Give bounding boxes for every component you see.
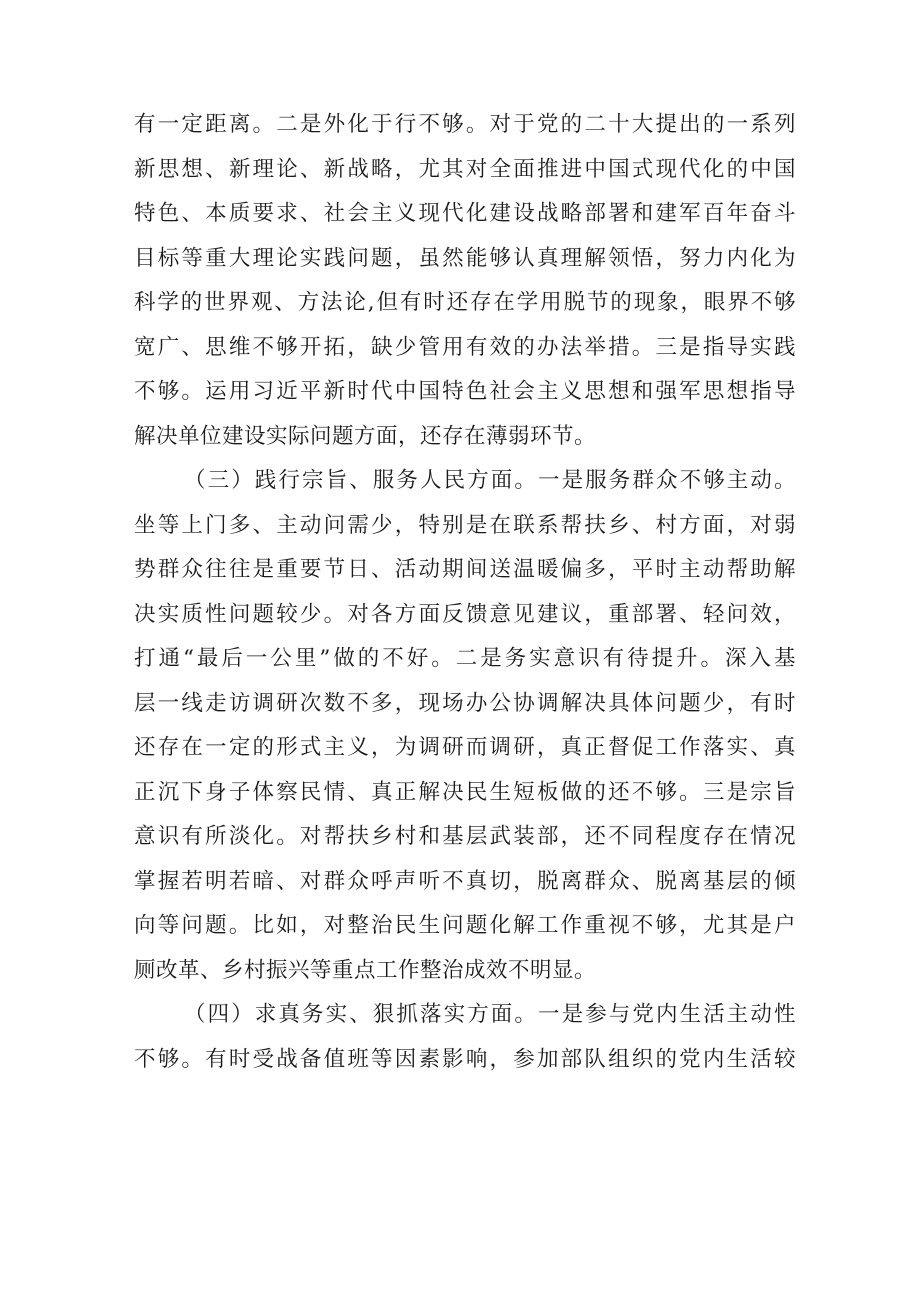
text-line: 宽广、思维不够开拓，缺少管用有效的办法举措。三是指导实践: [134, 334, 796, 360]
text-line: 有一定距离。二是外化于行不够。对于党的二十大提出的一系列: [134, 112, 796, 137]
text-line: 科学的世界观、方法论,但有时还存在学用脱节的现象，眼界不够: [134, 290, 796, 315]
text-line: 意识有所淡化。对帮扶乡村和基层武装部，还不同程度存在情况: [134, 824, 796, 849]
text-line: 势群众往往是重要节日、活动期间送温暖偏多，平时主动帮助解: [134, 557, 796, 582]
text-line: （四）求真务实、狠抓落实方面。一是参与党内生活主动性: [184, 1002, 796, 1027]
text-line: 层一线走访调研次数不多，现场办公协调解决具体问题少，有时: [134, 690, 796, 716]
text-line: 还存在一定的形式主义，为调研而调研，真正督促工作落实、真: [134, 735, 796, 760]
text-line: 坐等上门多、主动问需少，特别是在联系帮扶乡、村方面，对弱: [134, 512, 796, 538]
text-line: 向等问题。比如，对整治民生问题化解工作重视不够，尤其是户: [134, 913, 796, 938]
text-line: 正沉下身子体察民情、真正解决民生短板做的还不够。三是宗旨: [134, 779, 796, 805]
text-line: 掌握若明若暗、对群众呼声听不真切，脱离群众、脱离基层的倾: [134, 868, 796, 894]
text-line: 目标等重大理论实践问题，虽然能够认真理解领悟，努力内化为: [134, 245, 796, 271]
text-line: 解决单位建设实际问题方面，还存在薄弱环节。: [134, 423, 597, 449]
text-line: 厕改革、乡村振兴等重点工作整治成效不明显。: [134, 957, 597, 983]
text-line: 不够。运用习近平新时代中国特色社会主义思想和强军思想指导: [134, 379, 796, 404]
text-line: 特色、本质要求、社会主义现代化建设战略部署和建军百年奋斗: [134, 201, 796, 226]
text-line: （三）践行宗旨、服务人民方面。一是服务群众不够主动。: [184, 468, 796, 493]
document-body: [134, 103, 796, 1082]
text-line: 决实质性问题较少。对各方面反馈意见建议，重部署、轻问效，: [134, 601, 796, 627]
text-line: 新思想、新理论、新战略，尤其对全面推进中国式现代化的中国: [134, 156, 796, 182]
text-line: 不够。有时受战备值班等因素影响，参加部队组织的党内生活较: [134, 1046, 796, 1072]
text-line: 打通“最后一公里”做的不好。二是务实意识有待提升。深入基: [134, 646, 796, 671]
